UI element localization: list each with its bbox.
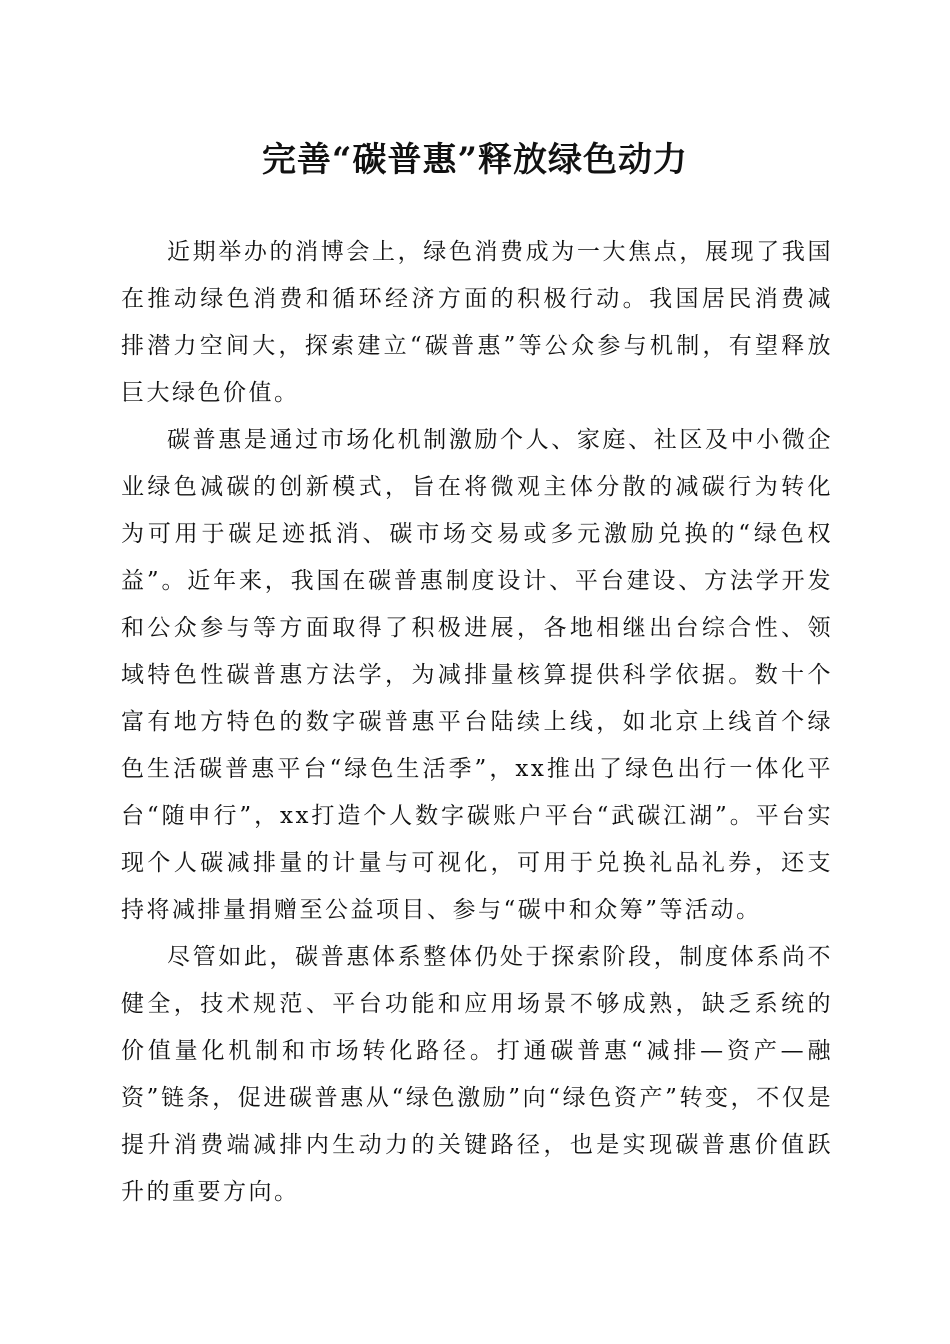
document-title: 完善“碳普惠”释放绿色动力 — [261, 140, 689, 180]
paragraph-2: 碳普惠是通过市场化机制激励个人、家庭、社区及中小微企业绿色减碳的创新模式，旨在将微观主体分散的减碳行为转化为可用于碳足迹抵消、碳市场交易或多元激励兑换的“绿色权益”。近年来，我国在碳普惠制度设计、平台建设、方法学开发和公众参与等方面取得了积极进展，各地相继出台综合性、领域特色性碳普惠方法学，为减排量核算提供科学依据。数十个富有地方特色的数字碳普惠平台陆续上线，如北京上线首个绿色生活碳普惠平台“绿色生活季”，xx推出了绿色出行一体化平台“随申行”，xx打造个人数字碳账户平台“武碳江湖”。平台实现个人碳减排量的计量与可视化，可用于兑换礼品礼券，还支持将减排量捐赠至公益项目、参与“碳中和众筹”等活动。 — [121, 427, 833, 923]
document-body — [121, 229, 833, 1216]
paragraph-3: 尽管如此，碳普惠体系整体仍处于探索阶段，制度体系尚不健全，技术规范、平台功能和应用场景不够成熟，缺乏系统的价值量化机制和市场转化路径。打通碳普惠“减排—资产—融资”链条，促进碳普惠从“绿色激励”向“绿色资产”转变，不仅是提升消费端减排内生动力的关键路径，也是实现碳普惠价值跃升的重要方向。 — [121, 944, 833, 1205]
paragraph-1: 近期举办的消博会上，绿色消费成为一大焦点，展现了我国在推动绿色消费和循环经济方面的积极行动。我国居民消费减排潜力空间大，探索建立“碳普惠”等公众参与机制，有望释放巨大绿色价值。 — [121, 239, 833, 406]
